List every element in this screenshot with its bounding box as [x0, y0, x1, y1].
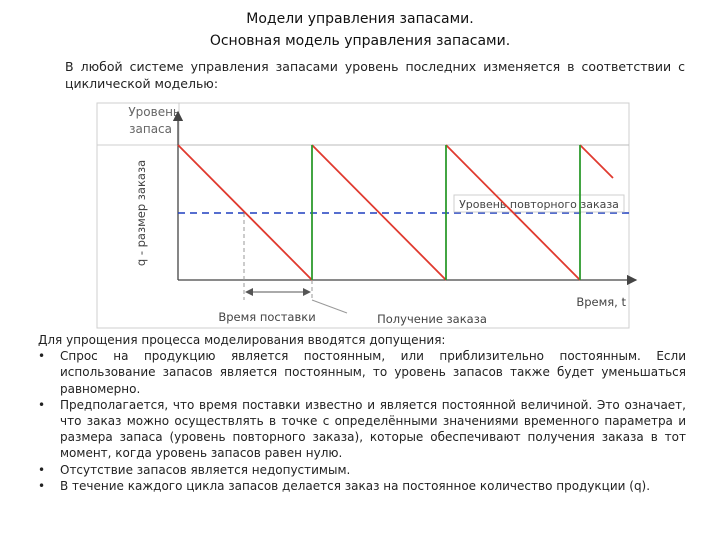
bullet-icon: •	[38, 478, 46, 493]
x-axis-label: Время, t	[576, 295, 626, 309]
page-title: Модели управления запасами.	[246, 11, 474, 27]
bullet-icon: •	[38, 397, 46, 412]
assumptions-section	[38, 332, 686, 494]
y-axis-label-bottom: запаса	[129, 122, 172, 136]
bullet-icon: •	[38, 462, 46, 477]
y-axis-label-top: Уровень	[128, 105, 180, 119]
order-receipt-label: Получение заказа	[377, 312, 487, 326]
receipt-pointer-line	[312, 300, 347, 313]
list-item: • В течение каждого цикла запасов делается заказ на постоянное количество продукции (q).	[38, 478, 651, 493]
bullet-icon: •	[38, 349, 46, 364]
reorder-level-label: Уровень повторного заказа	[459, 198, 619, 211]
list-item: • Предполагается, что время поставки известно и является постоянной величиной. Это означает, что заказ можно осуществлять в точке с определёнными значениями временного параметра и размера запаса (уровень повторного заказа), которые обеспечивают получения заказа в тот момент, когда уровень запасов равен нулю.	[38, 397, 686, 461]
stock-depletion-line-2	[312, 145, 446, 280]
list-item: • Спрос на продукцию является постоянным, или приблизительно постоянным. Если использование запасов является постоянным, то уровень запасов также будет уменьшаться равномерно.	[38, 349, 686, 396]
intro-text: В любой системе управления запасами уровень последних изменяется в соответствии с циклической моделью:	[65, 59, 685, 91]
page-subtitle: Основная модель управления запасами.	[209, 33, 511, 49]
lead-time-label: Время поставки	[218, 310, 316, 324]
assumptions-list	[38, 348, 686, 494]
q-order-size-label: q - размер заказа	[134, 159, 148, 267]
list-item: • Отсутствие запасов является недопустимым.	[38, 462, 351, 477]
assumptions-lead: Для упрощения процесса моделирования вводятся допущения:	[38, 333, 446, 347]
stock-depletion-line-4	[580, 145, 613, 178]
